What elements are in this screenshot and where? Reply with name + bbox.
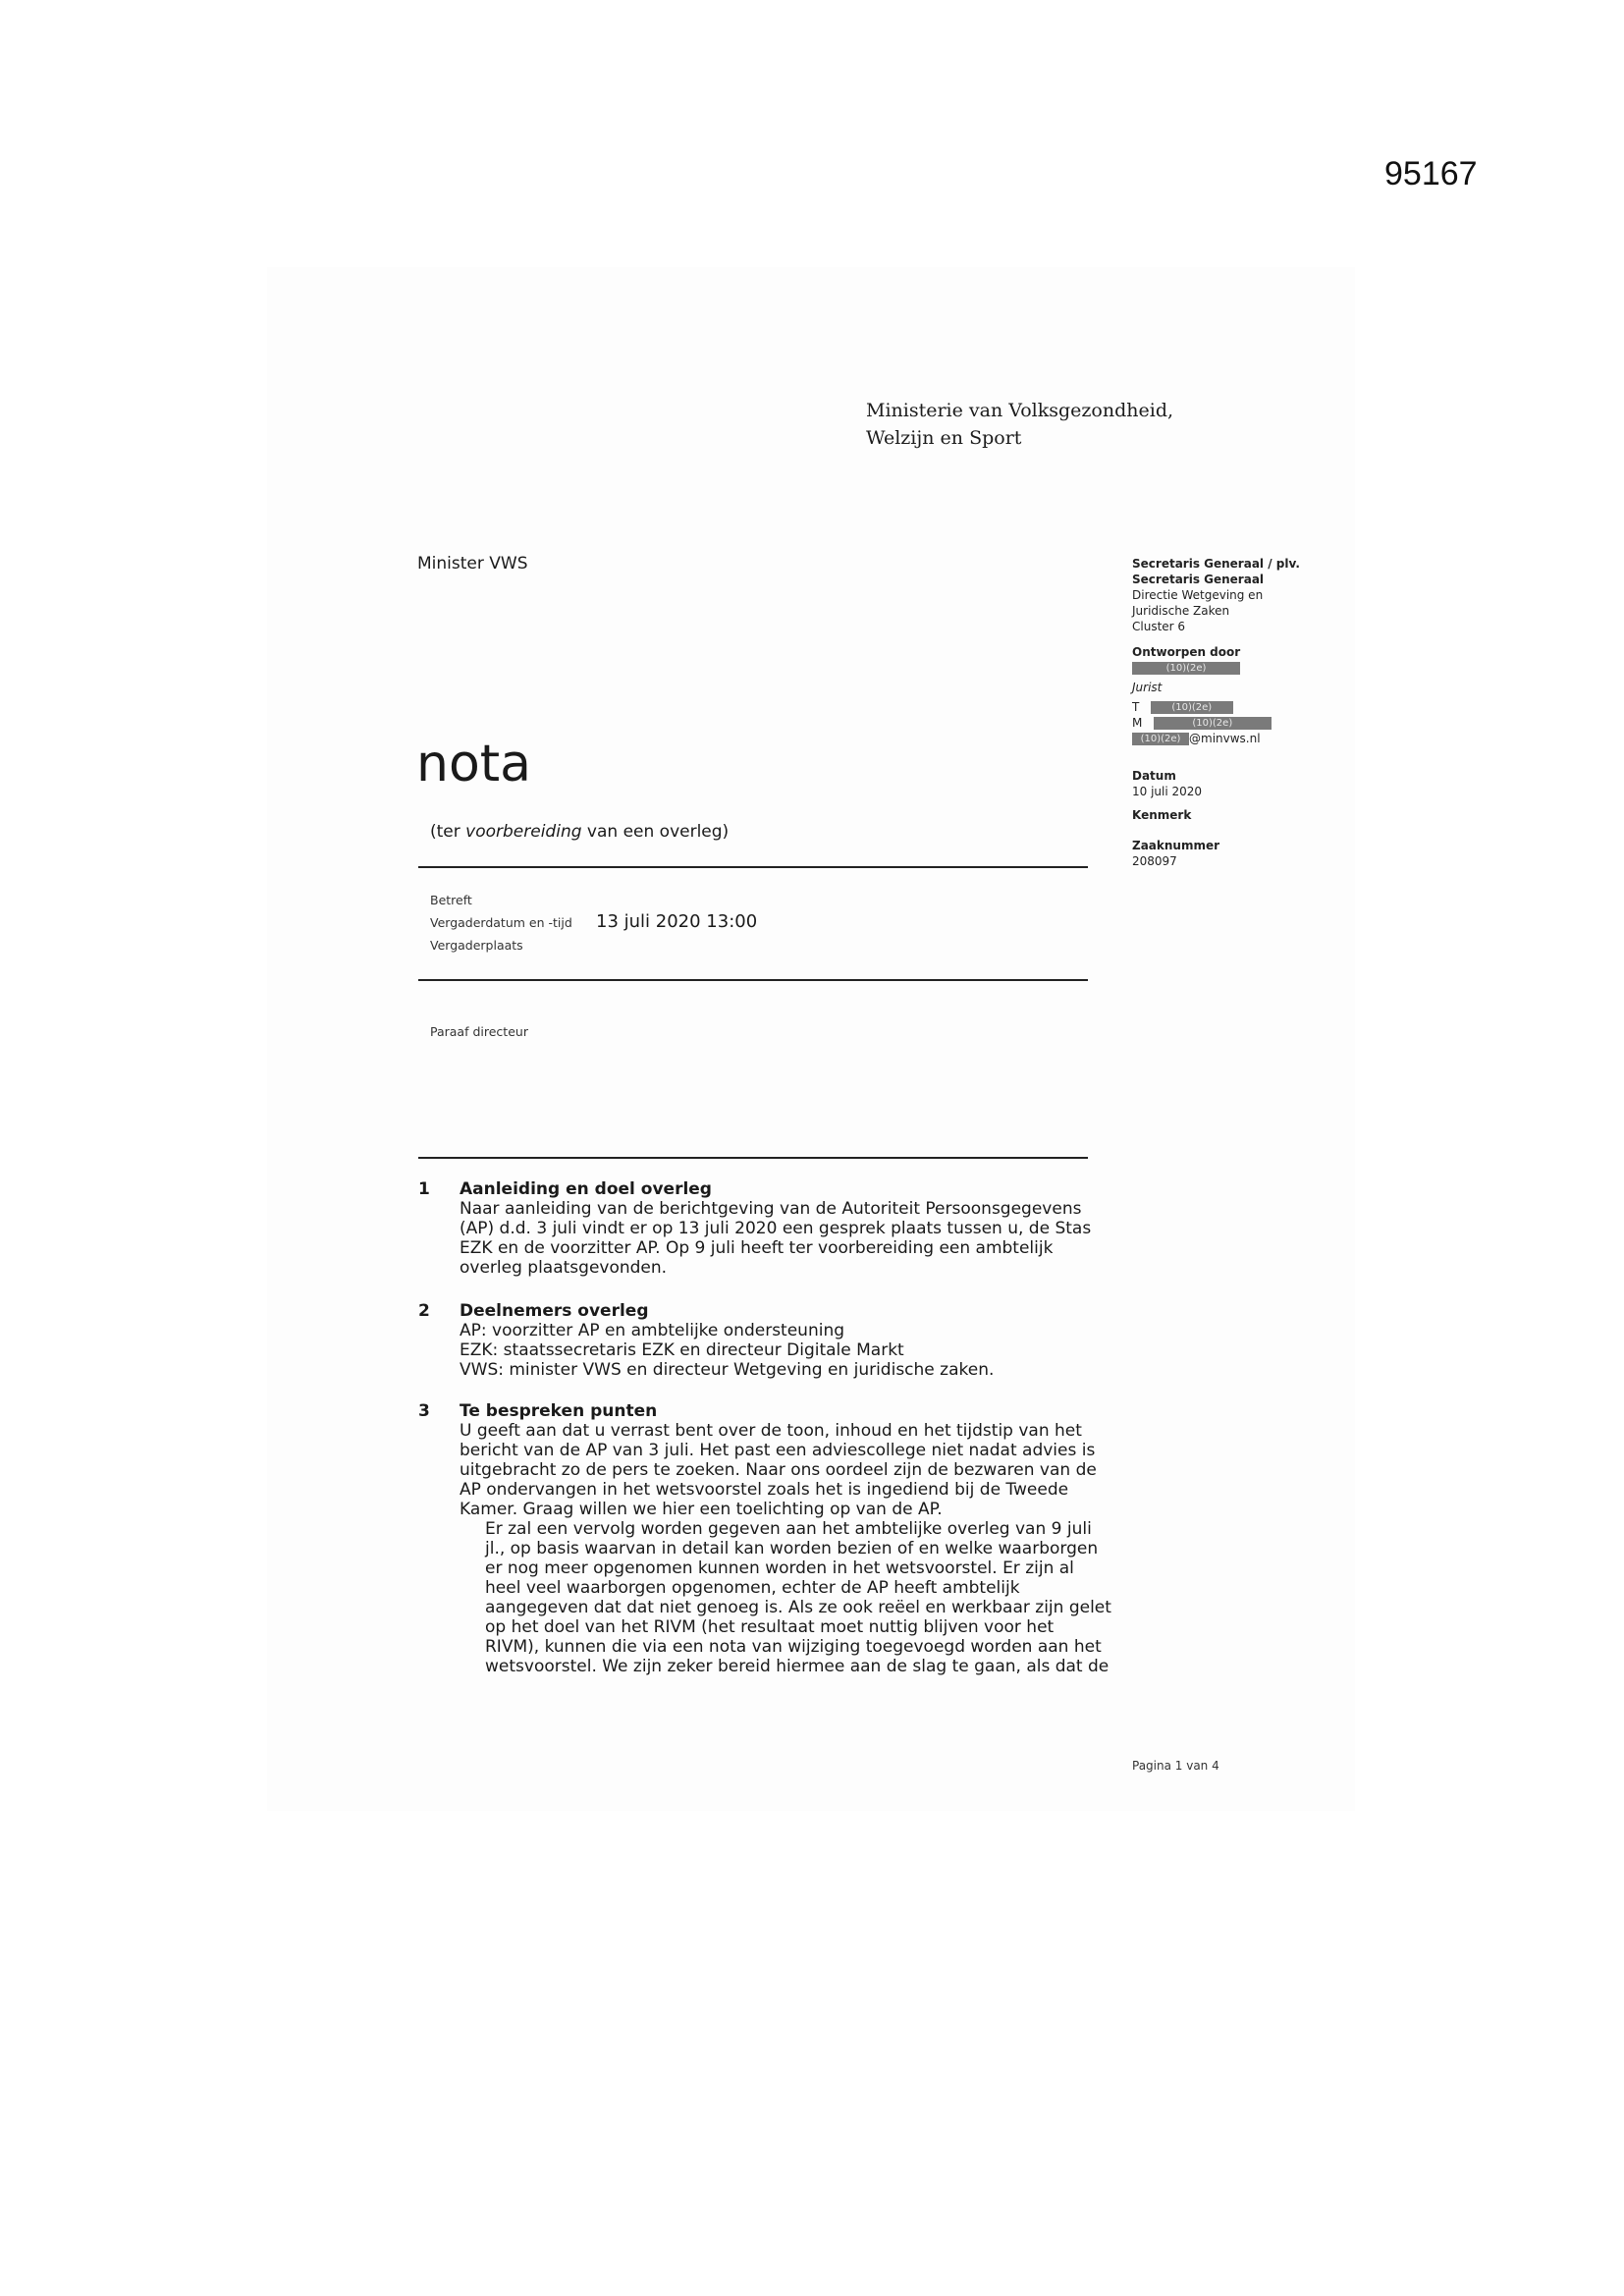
meeting-datetime-value: 13 juli 2020 13:00	[596, 911, 758, 932]
section-body	[460, 1179, 1108, 1278]
section-title: Deelnemers overleg	[460, 1301, 649, 1321]
date-value: 10 juli 2020	[1132, 785, 1203, 798]
section-line: er nog meer opgenomen kunnen worden in het wetsvoorstel. Er zijn al	[485, 1558, 1074, 1578]
section-line: heel veel waarborgen opgenomen, echter de AP heeft ambtelijk	[485, 1578, 1020, 1598]
section-line: AP: voorzitter AP en ambtelijke ondersteuning	[460, 1321, 845, 1340]
subtitle-suffix: van een overleg)	[581, 822, 730, 842]
dept-line-1: Directie Wetgeving en	[1132, 588, 1264, 602]
redaction-box: (10)(2e)	[1132, 733, 1189, 745]
section-number: 2	[418, 1301, 430, 1321]
divider	[418, 1157, 1088, 1159]
section-title: Aanleiding en doel overleg	[460, 1179, 712, 1199]
section-line: op het doel van het RIVM (het resultaat moet nuttig blijven voor het	[485, 1617, 1055, 1637]
section-line: uitgebracht zo de pers te zoeken. Naar ons oordeel zijn de bezwaren van de	[460, 1460, 1097, 1480]
section-line: U geeft aan dat u verrast bent over de toon, inhoud en het tijdstip van het	[460, 1421, 1082, 1441]
section-line: Er zal een vervolg worden gegeven aan het ambtelijke overleg van 9 juli	[485, 1519, 1092, 1539]
subtitle-emphasis: voorbereiding	[465, 822, 582, 842]
section-line: RIVM), kunnen die via een nota van wijziging toegevoegd worden aan het	[485, 1637, 1102, 1657]
section-line: Kamer. Graag willen we hier een toelichting op van de AP.	[460, 1500, 943, 1519]
document-number: 95167	[1384, 155, 1478, 192]
divider	[418, 979, 1088, 981]
email-suffix: @minvws.nl	[1189, 732, 1261, 745]
date-label: Datum	[1132, 769, 1176, 783]
section-line: aangegeven dat dat niet genoeg is. Als ze ook reëel en werkbaar zijn gelet	[485, 1598, 1111, 1617]
designed-by-label: Ontworpen door	[1132, 645, 1241, 659]
ministry-logo-text	[866, 397, 1173, 452]
document-subtitle	[430, 822, 729, 842]
subtitle-prefix: (ter	[430, 822, 466, 842]
section-line: EZK en de voorzitter AP. Op 9 juli heeft ter voorbereiding een ambtelijk	[460, 1238, 1054, 1258]
section-body	[460, 1301, 1108, 1380]
section-line: overleg plaatsgevonden.	[460, 1258, 668, 1278]
section-line: Naar aanleiding van de berichtgeving van de Autoriteit Persoonsgegevens	[460, 1199, 1082, 1219]
meeting-location-label: Vergaderplaats	[430, 938, 523, 953]
org-line-2: Secretaris Generaal	[1132, 573, 1265, 586]
section-number: 1	[418, 1179, 430, 1199]
colophon-sidebar	[1132, 556, 1358, 869]
section-title: Te bespreken punten	[460, 1401, 658, 1421]
section-line: jl., op basis waarvan in detail kan worden bezien of en welke waarborgen	[485, 1539, 1099, 1558]
ministry-line-1: Ministerie van Volksgezondheid,	[866, 400, 1174, 421]
redaction-box: (10)(2e)	[1151, 701, 1233, 714]
role: Jurist	[1132, 681, 1163, 694]
org-line-1: Secretaris Generaal / plv.	[1132, 557, 1300, 571]
addressee: Minister VWS	[417, 554, 528, 574]
case-number-label: Zaaknummer	[1132, 839, 1220, 852]
betreft-label: Betreft	[430, 893, 472, 907]
mobile-prefix: M	[1132, 716, 1143, 730]
section-line: VWS: minister VWS en directeur Wetgeving en juridische zaken.	[460, 1360, 995, 1380]
redaction-box: (10)(2e)	[1154, 717, 1272, 730]
section-number: 3	[418, 1401, 430, 1421]
section-body	[460, 1401, 1111, 1676]
phone-prefix: T	[1132, 700, 1140, 714]
divider	[418, 866, 1088, 868]
section-line: (AP) d.d. 3 juli vindt er op 13 juli 2020 een gesprek plaats tussen u, de Stas	[460, 1219, 1092, 1238]
document-title: nota	[416, 735, 532, 793]
meeting-datetime-label: Vergaderdatum en -tijd	[430, 915, 572, 930]
section-1	[418, 1179, 1106, 1278]
page-indicator: Pagina 1 van 4	[1132, 1759, 1219, 1773]
section-2	[418, 1301, 1106, 1380]
dept-line-2: Juridische Zaken	[1132, 604, 1230, 618]
section-line: bericht van de AP van 3 juli. Het past een adviescollege niet nadat advies is	[460, 1441, 1096, 1460]
cluster: Cluster 6	[1132, 620, 1186, 633]
section-line: AP ondervangen in het wetsvoorstel zoals het is ingediend bij de Tweede	[460, 1480, 1069, 1500]
section-3	[418, 1401, 1111, 1696]
paraaf-label: Paraaf directeur	[430, 1024, 528, 1039]
redaction-box: (10)(2e)	[1132, 662, 1240, 675]
section-line: wetsvoorstel. We zijn zeker bereid hiermee aan de slag te gaan, als dat de	[485, 1657, 1110, 1676]
ministry-line-2: Welzijn en Sport	[866, 427, 1022, 449]
case-number-value: 208097	[1132, 854, 1177, 868]
kenmerk-label: Kenmerk	[1132, 808, 1192, 822]
section-line: EZK: staatssecretaris EZK en directeur Digitale Markt	[460, 1340, 904, 1360]
